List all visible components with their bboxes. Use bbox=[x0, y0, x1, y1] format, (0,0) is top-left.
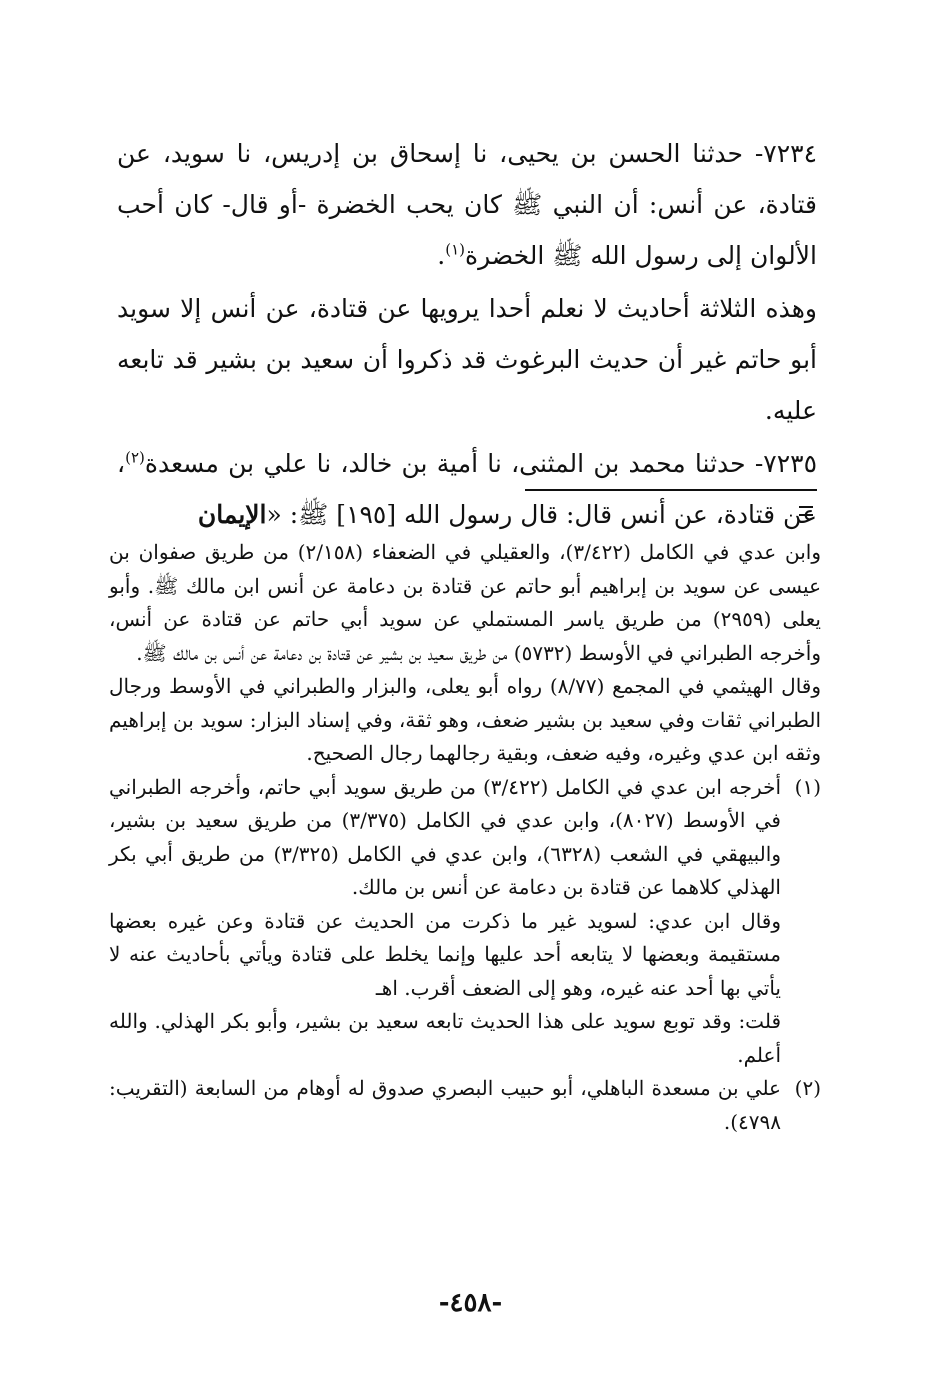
footnote-1-para-3: قلت: وقد توبع سويد على هذا الحديث تابعه سعيد بن بشير، وأبو بكر الهذلي. والله أعلم. bbox=[109, 1009, 781, 1067]
hadith-7234-line1: ٧٢٣٤- حدثنا الحسن بن يحيى، نا إسحاق بن إدريس، نا سويد، bbox=[162, 139, 817, 168]
hadith-7235-line1: ٧٢٣٥- حدثنا محمد بن المثنى، نا أمية بن خالد، نا علي بن bbox=[228, 449, 818, 478]
author-comment-line2: أبو حاتم غير أن حديث البرغوث قد ذكروا أن سعيد بن بشير قد تابعه عليه. bbox=[117, 345, 817, 425]
footnote-2-body bbox=[109, 1072, 781, 1139]
footnote-continued-2: وقال الهيثمي في المجمع (٨/٧٧) رواه أبو يعلى، والبزار والطبراني في الأوسط ورجال الطبراني ثقات وفي سعيد بن بشير ضعف، وهو ثقة، وفي إسناد البزار: سويد بن إبراهيم وثقه ابن عدي وغيره، وفيه ضعف، وبقية رجالهما رجال الصحيح. bbox=[109, 674, 822, 765]
hadith-7234 bbox=[117, 128, 817, 281]
hadith-7234-end: . bbox=[437, 241, 446, 270]
hadith-7235-bold-word: الإيمان bbox=[197, 500, 267, 529]
footnote-2 bbox=[109, 1072, 821, 1139]
footnote-2-para-1: علي بن مسعدة الباهلي، أبو حبيب البصري صدوق له أوهام من السابعة (التقريب: ٤٧٩٨). bbox=[109, 1076, 781, 1134]
hadith-7234-line2: عن قتادة، عن أنس: أن النبي ﷺ كان يحب الخضرة -أو قال- كان أحب bbox=[117, 139, 817, 219]
footnotes bbox=[109, 536, 821, 1139]
footnote-2-number: (٢) bbox=[794, 1076, 821, 1100]
footnote-1-para-2: وقال ابن عدي: لسويد غير ما ذكرت من الحديث عن قتادة وعن غيره بعضها مستقيمة وبعضها لا يتابعه أحد عليها وإنما يخلط على قتادة ويأتي بأحاديث عنه لا يأتي بها أحد عنه غيره، وهو إلى الضعف أقرب. اهـ bbox=[109, 908, 782, 1000]
footnote-1 bbox=[109, 771, 821, 1073]
main-text bbox=[117, 128, 817, 540]
hadith-7234-line3: الألوان إلى رسول الله ﷺ الخضرة bbox=[465, 241, 817, 270]
footnote-ref-2[interactable]: (٢) bbox=[125, 448, 145, 467]
footnote-divider bbox=[525, 489, 817, 491]
footnote-1-number: (١) bbox=[794, 774, 821, 799]
footnote-1-body bbox=[109, 771, 781, 1073]
footnote-1-para-1: أخرجه ابن عدي في الكامل (٣/٤٢٢) من طريق سويد أبي حاتم، وأخرجه الطبراني في الأوسط (٨٠٢٧)، وابن عدي في الكامل (٣/٣٧٥) من طريق سعيد بن بشير، والبيهقي في الشعب (٦٣٢٨)، وابن عدي في الكامل (٣/٣٢٥) من طريق أبي بكر الهذلي كلاهما عن قتادة بن دعامة عن أنس بن مالك. bbox=[109, 774, 781, 899]
page-number: -٤٥٨- bbox=[438, 1288, 503, 1318]
author-comment bbox=[117, 283, 817, 436]
footnote-ref-1[interactable]: (١) bbox=[445, 240, 465, 259]
hadith-7235-narrator: مسعدة bbox=[144, 449, 219, 478]
author-comment-line1: وهذه الثلاثة أحاديث لا نعلم أحدا يرويها عن قتادة، عن أنس إلا سويد bbox=[117, 294, 817, 323]
footnote-continuation-mark bbox=[799, 506, 813, 516]
hadith-7235-line2: ، عن قتادة، عن أنس قال: قال رسول الله [١٩٥] ﷺ: « bbox=[117, 449, 817, 529]
footnote-continued-1: وابن عدي في الكامل (٣/٤٢٢)، والعقيلي في الضعفاء (٢/١٥٨) من طريق صفوان بن عيسى عن سويد بن إبراهيم أبو حاتم عن قتادة بن دعامة عن أنس ابن مالك ﷺ. وأبو يعلى (٢٩٥٩) من طريق ياسر المستملي عن سويد أبي حاتم عن قتادة عن أنس، وأخرجه الطبراني في الأوسط (٥٧٣٢) من طريق سعيد بن بشير عن قتادة بن دعامة عن أنس بن مالك ﷺ. bbox=[109, 540, 822, 665]
